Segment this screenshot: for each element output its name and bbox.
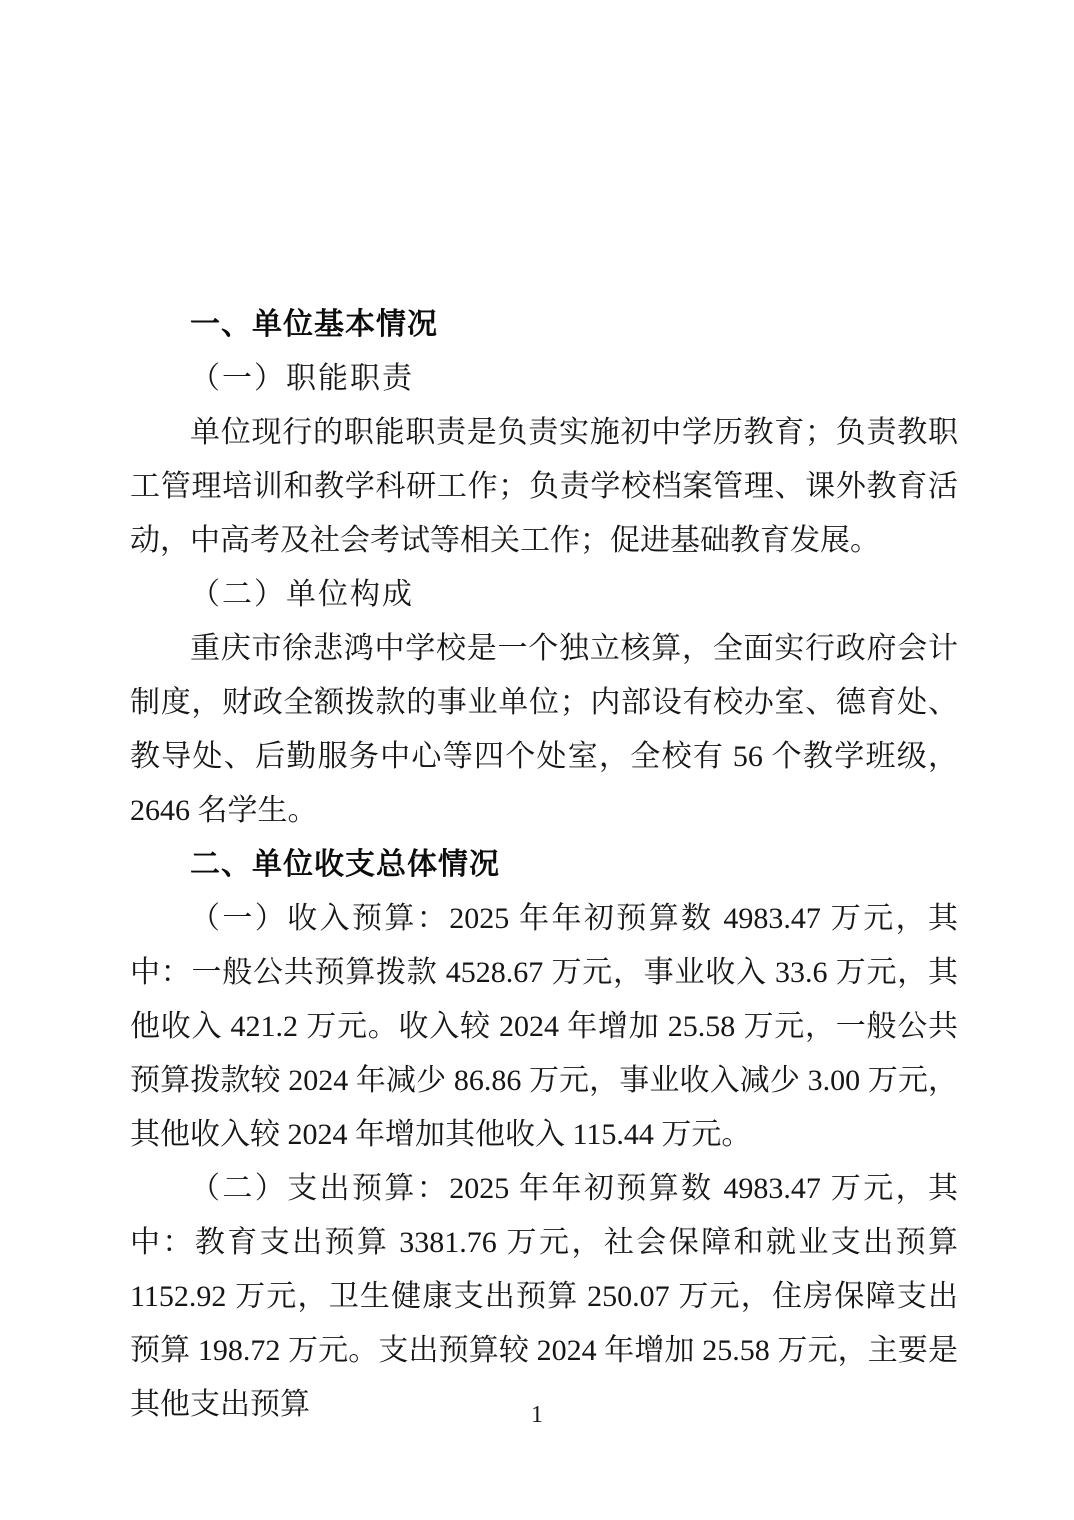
paragraph-composition: 重庆市徐悲鸿中学校是一个独立核算，全面实行政府会计制度，财政全额拨款的事业单位；内部设有校办室、德育处、教导处、后勤服务中心等四个处室，全校有 56 个教学班级，2646 名学生。 (130, 632, 958, 827)
subsection-heading-1-1: （一）职能职责 (190, 362, 414, 395)
page-number: 1 (531, 1402, 543, 1428)
paragraph-duties: 单位现行的职能职责是负责实施初中学历教育；负责教职工管理培训和教学科研工作；负责学校档案管理、课外教育活动，中高考及社会考试等相关工作；促进基础教育发展。 (130, 416, 958, 557)
section-heading-2: 二、单位收支总体情况 (190, 848, 500, 881)
paragraph-expenditure-budget: （二）支出预算：2025 年年初预算数 4983.47 万元，其中：教育支出预算 3381.76 万元，社会保障和就业支出预算 1152.92 万元，卫生健康支出预算 250.07 万元，住房保障支出预算 198.72 万元。支出预算较 2024 年增加 25.58 万元，主要是其他支出预算 (130, 1172, 958, 1421)
paragraph-income-budget: （一）收入预算：2025 年年初预算数 4983.47 万元，其中：一般公共预算拨款 4528.67 万元，事业收入 33.6 万元，其他收入 421.2 万元。收入较 2024 年增加 25.58 万元，一般公共预算拨款较 2024 年减少 86.86 万元，事业收入减少 3.00 万元，其他收入较 2024 年增加其他收入 115.44 万元。 (130, 902, 958, 1151)
document-body (130, 298, 958, 1432)
section-heading-1: 一、单位基本情况 (190, 308, 438, 341)
subsection-heading-1-2: （二）单位构成 (190, 578, 414, 611)
